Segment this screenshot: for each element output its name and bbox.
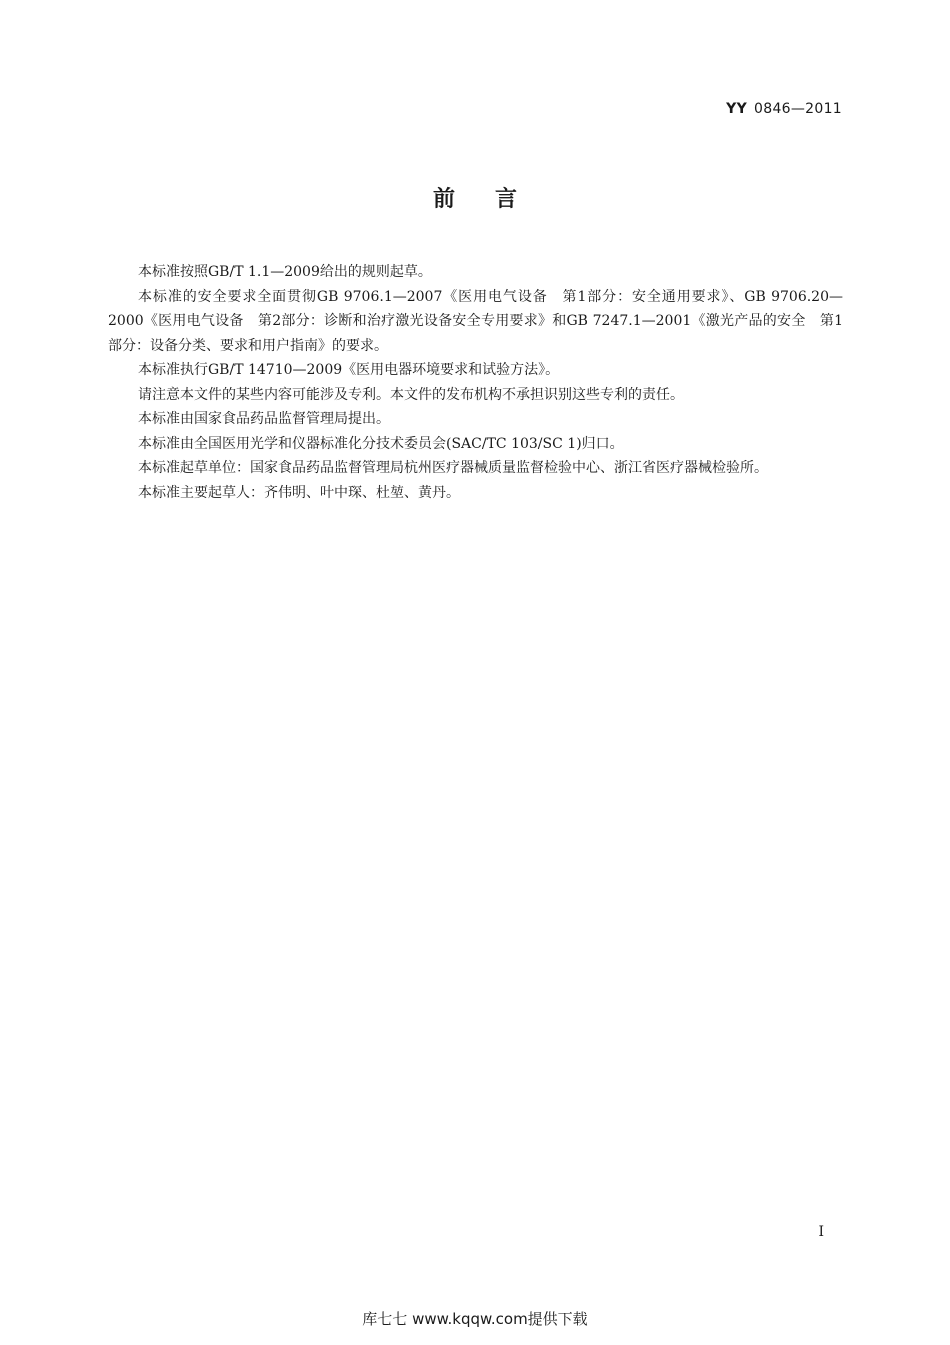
page-number: I [818, 1224, 824, 1240]
standard-code [726, 101, 842, 117]
paragraph-drafting-rules: 本标准按照GB/T 1.1—2009给出的规则起草。 [138, 264, 432, 280]
paragraph-proposer: 本标准由国家食品药品监督管理局提出。 [138, 411, 390, 427]
paragraph-safety-requirements: 本标准的安全要求全面贯彻GB 9706.1—2007《医用电气设备 第1部分：安全通用要求》、GB 9706.20—2000《医用电气设备 第2部分：诊断和治疗激光设备安全专用要求》和GB 7247.1—2001《激光产品的安全 第1部分：设备分类、要求和用户指南》的要求。 [108, 288, 843, 354]
foreword-body [108, 260, 843, 505]
paragraph-environment: 本标准执行GB/T 14710—2009《医用电器环境要求和试验方法》。 [138, 362, 560, 378]
paragraph-committee: 本标准由全国医用光学和仪器标准化分技术委员会(SAC/TC 103/SC 1)归口。 [138, 435, 624, 452]
paragraph-drafters: 本标准主要起草人：齐伟明、叶中琛、杜堃、黄丹。 [138, 484, 460, 501]
paragraph-drafting-units: 本标准起草单位：国家食品药品监督管理局杭州医疗器械质量监督检验中心、浙江省医疗器械检验所。 [138, 460, 768, 476]
paragraph-patent-notice: 请注意本文件的某些内容可能涉及专利。本文件的发布机构不承担识别这些专利的责任。 [138, 386, 684, 403]
standard-code-prefix: YY [726, 101, 748, 117]
page-title: 前言 [432, 187, 557, 212]
standard-code-number: 0846—2011 [754, 101, 842, 117]
download-footer: 库七七 www.kqqw.com提供下载 [362, 1310, 588, 1328]
